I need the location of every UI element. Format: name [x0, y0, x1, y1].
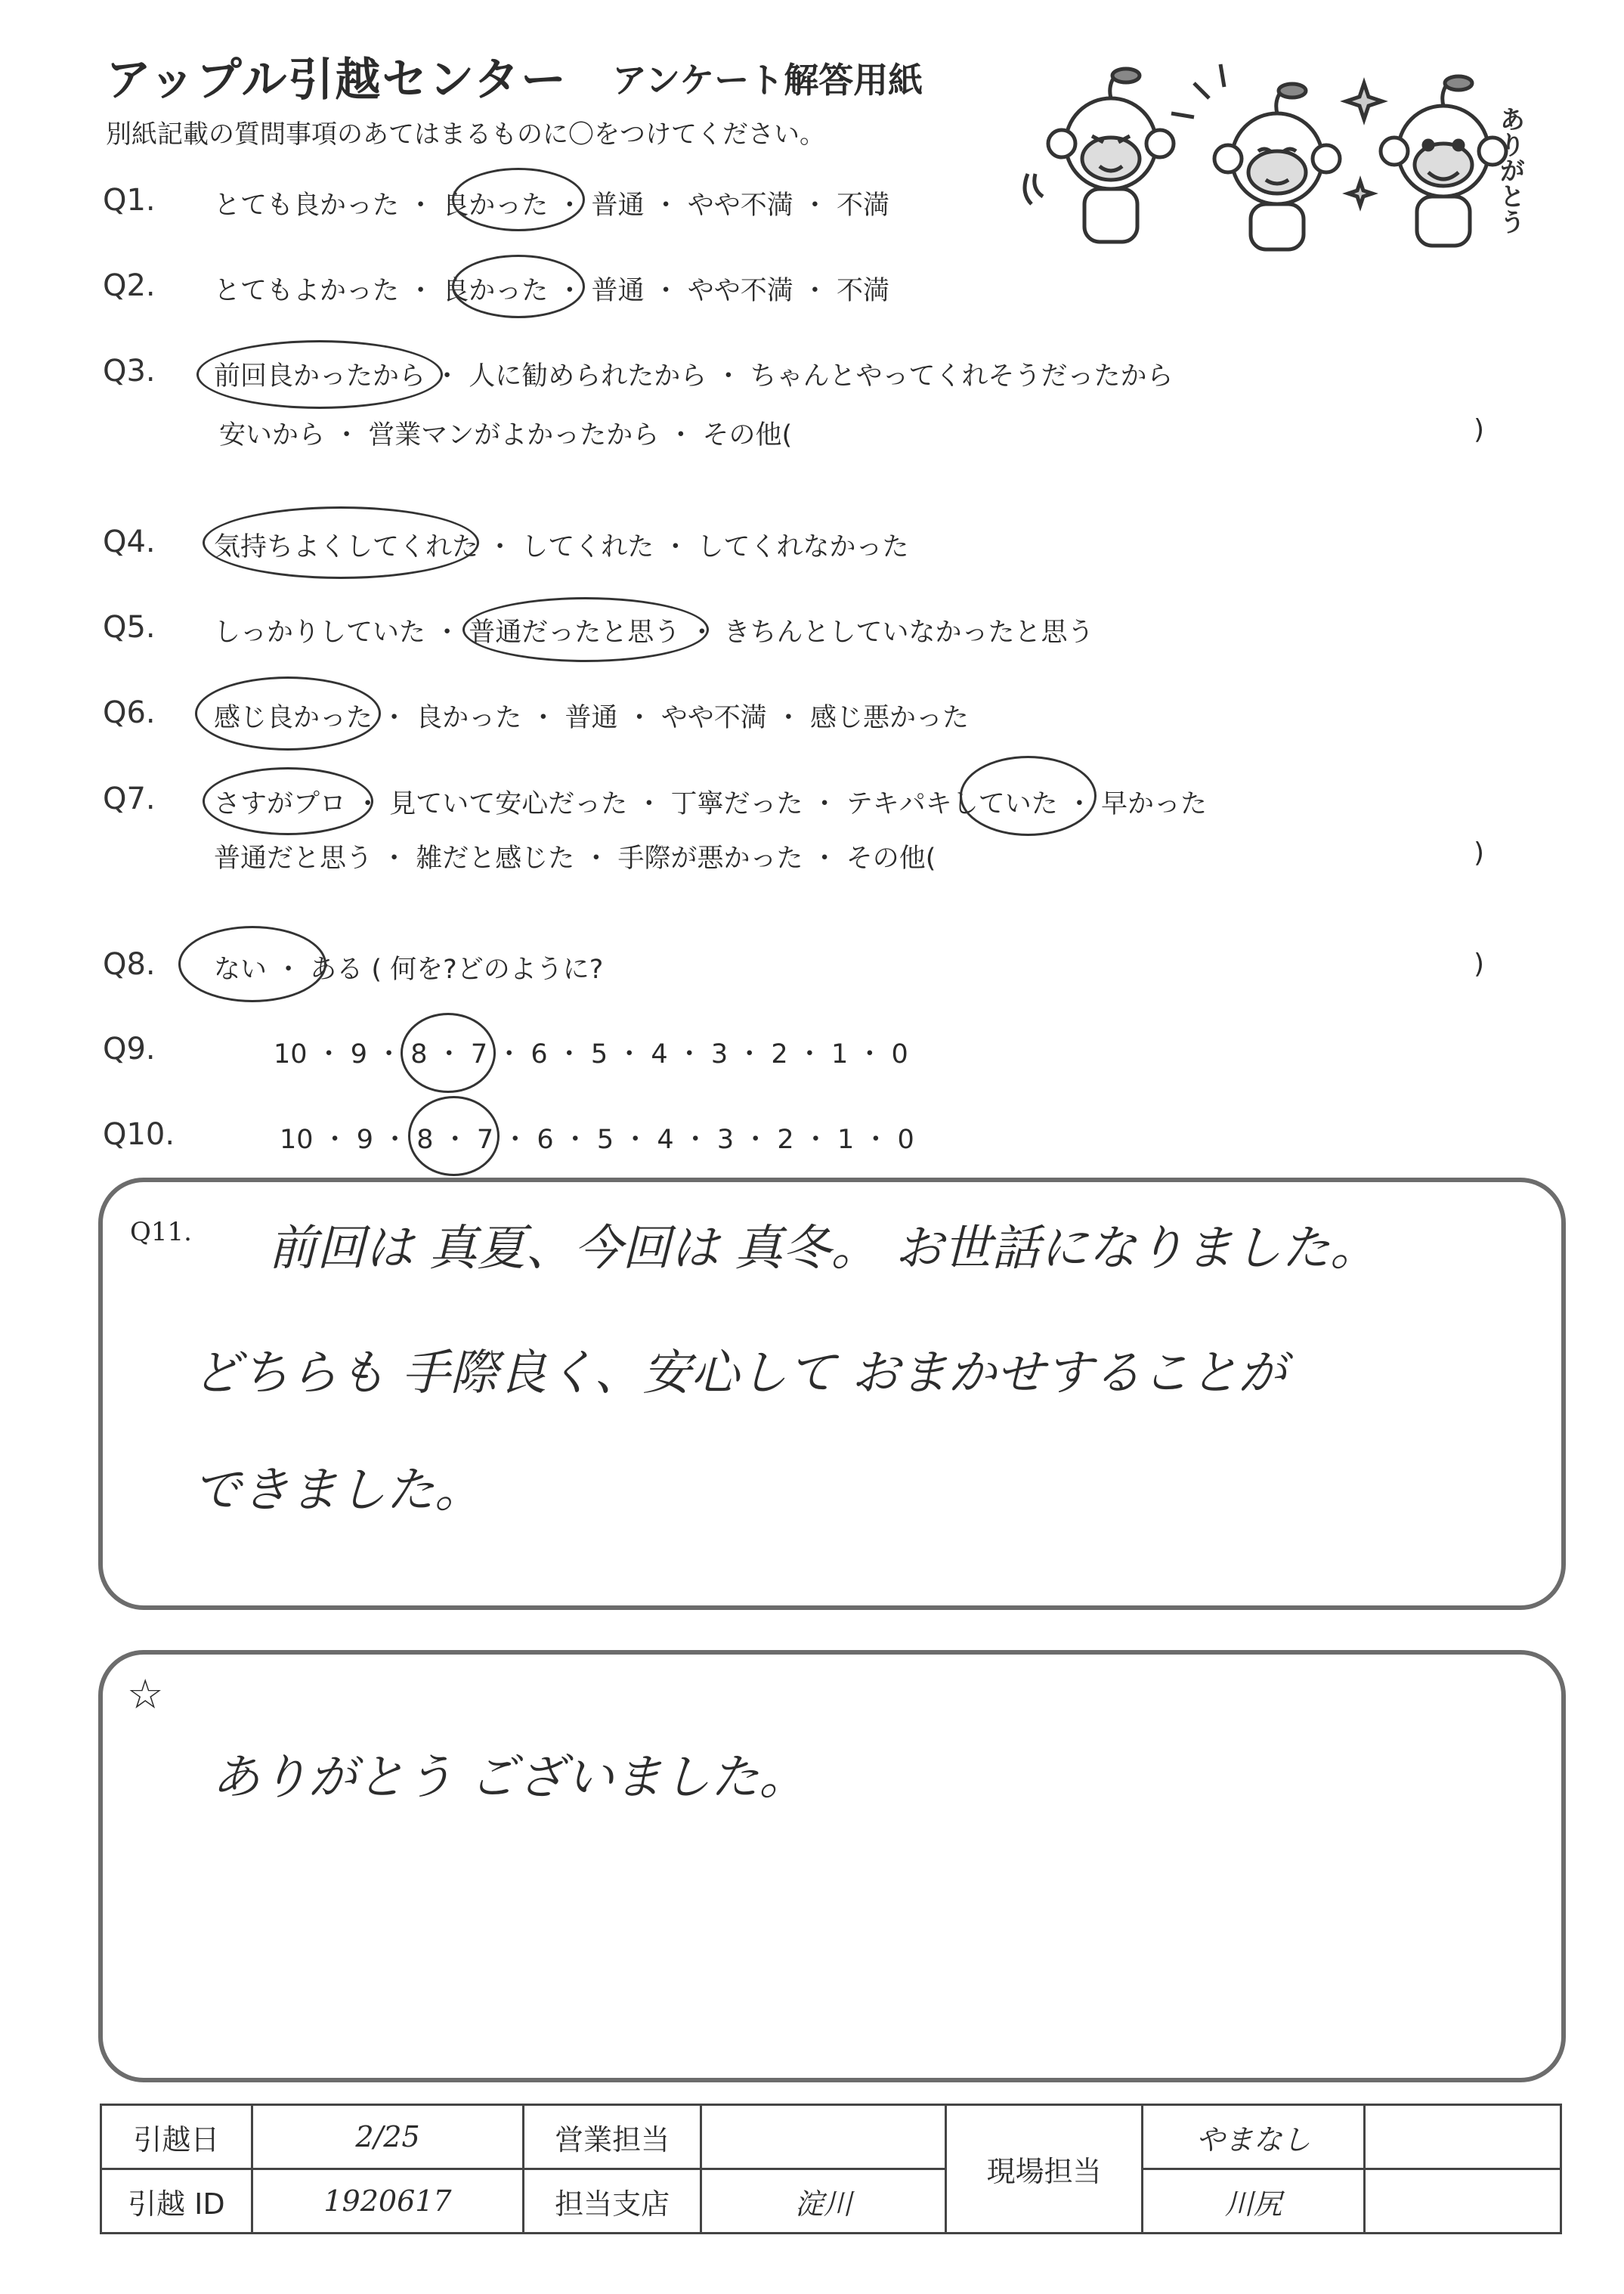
site-staff-extra-1 — [1365, 2105, 1561, 2169]
move-id-label: 引越 ID — [101, 2169, 252, 2234]
q3-options-line1: 前回良かったから ・ 人に勧められたから ・ ちゃんとやってくれそうだったから — [214, 361, 1174, 392]
q3-close-paren: ) — [1474, 414, 1485, 445]
mascot-illustration — [1020, 45, 1549, 257]
q10-scale: 10 ・ 9 ・ 8 ・ 7 ・ 6 ・ 5 ・ 4 ・ 3 ・ 2 ・ 1 ・ 0 — [280, 1125, 914, 1155]
q5-options: しっかりしていた ・ 普通だったと思う ・ きちんとしていなかったと思う — [214, 618, 1094, 648]
branch-label: 担当支店 — [524, 2169, 701, 2234]
star-handwritten-text: ありがとう ございました。 — [212, 1750, 808, 1806]
q7-options-line1: さすがプロ ・ 見ていて安心だった ・ 丁寧だった ・ テキパキしていた ・ 早かった — [214, 789, 1208, 819]
q6-label: Q6. — [103, 695, 156, 730]
q8-options: ない ・ ある ( 何を?どのように? — [214, 955, 604, 985]
site-staff-value-2: 川尻 — [1142, 2169, 1365, 2234]
move-date-label: 引越日 — [101, 2105, 252, 2169]
footer-info-table — [100, 2104, 1562, 2234]
site-staff-label: 現場担当 — [946, 2105, 1143, 2234]
move-date-value: 2/25 — [252, 2105, 524, 2169]
q5-label: Q5. — [103, 610, 156, 645]
mascot-caption: ありがとう — [1495, 106, 1525, 234]
site-staff-value-1: やまなし — [1142, 2105, 1365, 2169]
sales-staff-value — [701, 2105, 945, 2169]
q3-options-line2: 安いから ・ 営業マンがよかったから ・ その他( — [219, 420, 793, 450]
q7-label: Q7. — [103, 782, 156, 816]
q1-label: Q1. — [103, 183, 156, 218]
sales-staff-label: 営業担当 — [524, 2105, 701, 2169]
q2-label: Q2. — [103, 268, 156, 303]
q1-options: とても良かった ・ 良かった ・ 普通 ・ やや不満 ・ 不満 — [214, 190, 890, 221]
star-comment-box — [98, 1650, 1566, 2082]
company-title: アップル引越センター — [106, 54, 568, 107]
star-icon: ☆ — [127, 1670, 164, 1718]
q8-close-paren: ) — [1474, 949, 1485, 980]
branch-value: 淀川 — [701, 2169, 945, 2234]
q3-label: Q3. — [103, 354, 156, 389]
q6-options: 感じ良かった ・ 良かった ・ 普通 ・ やや不満 ・ 感じ悪かった — [214, 703, 970, 733]
q9-scale: 10 ・ 9 ・ 8 ・ 7 ・ 6 ・ 5 ・ 4 ・ 3 ・ 2 ・ 1 ・ 0 — [274, 1039, 908, 1070]
q7-options-line2: 普通だと思う ・ 雑だと感じた ・ 手際が悪かった ・ その他( — [214, 844, 936, 874]
q4-options: 気持ちよくしてくれた ・ してくれた ・ してくれなかった — [214, 532, 909, 562]
q7-close-paren: ) — [1474, 837, 1485, 868]
form-subtitle: アンケート解答用紙 — [612, 60, 923, 101]
instruction-text: 別紙記載の質問事項のあてはまるものに〇をつけてください。 — [106, 119, 825, 150]
q11-handwritten-line1: 前回は 真夏、今回は 真冬。 お世話になりました。 — [268, 1221, 1379, 1277]
q11-label: Q11. — [130, 1217, 192, 1247]
q11-handwritten-line3: できました。 — [193, 1463, 483, 1518]
q11-handwritten-line2: どちらも 手際良く、安心して おまかせすることが — [193, 1345, 1287, 1401]
q4-label: Q4. — [103, 525, 156, 559]
q9-label: Q9. — [103, 1032, 156, 1067]
q8-label: Q8. — [103, 947, 156, 982]
q2-options: とてもよかった ・ 良かった ・ 普通 ・ やや不満 ・ 不満 — [214, 276, 890, 306]
move-id-value: 1920617 — [252, 2169, 524, 2234]
q10-label: Q10. — [103, 1117, 175, 1152]
site-staff-extra-2 — [1365, 2169, 1561, 2234]
